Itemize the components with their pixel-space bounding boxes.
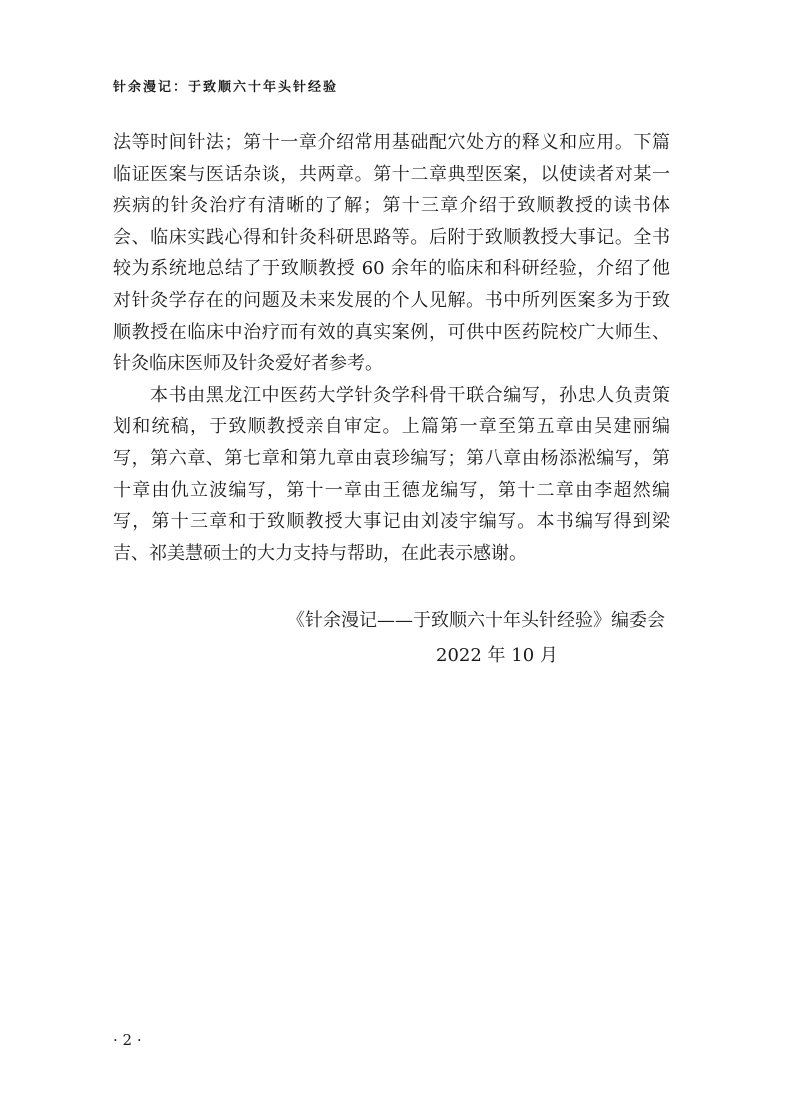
text-line: 针灸临床医师及针灸爱好者参考。: [113, 353, 383, 375]
page-number: · 2 ·: [113, 1031, 142, 1049]
running-header: 针余漫记：于致顺六十年头针经验: [113, 80, 339, 95]
text-line: 临证医案与医话杂谈，共两章。第十二章典型医案，以使读者对某一: [113, 163, 670, 185]
text-line: 顺教授在临床中治疗而有效的真实案例，可供中医药院校广大师生、: [113, 321, 670, 343]
date: 2022 年 10 月: [436, 645, 558, 666]
text-line: 吉、祁美慧硕士的大力支持与帮助，在此表示感谢。: [113, 542, 527, 564]
text-line: 会、临床实践心得和针灸科研思路等。后附于致顺教授大事记。全书: [113, 226, 670, 248]
text-line: 写，第十三章和于致顺教授大事记由刘凌宇编写。本书编写得到梁: [113, 511, 670, 533]
text-line: 法等时间针法；第十一章介绍常用基础配穴处方的释义和应用。下篇: [113, 132, 670, 153]
body-text: [113, 127, 670, 569]
signature: 《针余漫记——于致顺六十年头针经验》编委会: [287, 610, 665, 631]
paragraph-2: [113, 380, 670, 570]
text-line: 对针灸学存在的问题及未来发展的个人见解。书中所列医案多为于致: [113, 289, 670, 311]
text-line: 疾病的针灸治疗有清晰的了解；第十三章介绍于致顺教授的读书体: [113, 195, 670, 217]
text-line: 十章由仇立波编写，第十一章由王德龙编写，第十二章由李超然编: [113, 479, 670, 501]
paragraph-1: [113, 127, 670, 380]
text-line: 写，第六章、第七章和第九章由袁珍编写；第八章由杨添淞编写，第: [113, 447, 670, 469]
text-line: 较为系统地总结了于致顺教授 60 余年的临床和科研经验，介绍了他: [113, 258, 670, 280]
text-line: 划和统稿，于致顺教授亲自审定。上篇第一章至第五章由吴建丽编: [113, 416, 670, 438]
text-line: 本书由黑龙江中医药大学针灸学科骨干联合编写，孙忠人负责策: [150, 384, 670, 406]
